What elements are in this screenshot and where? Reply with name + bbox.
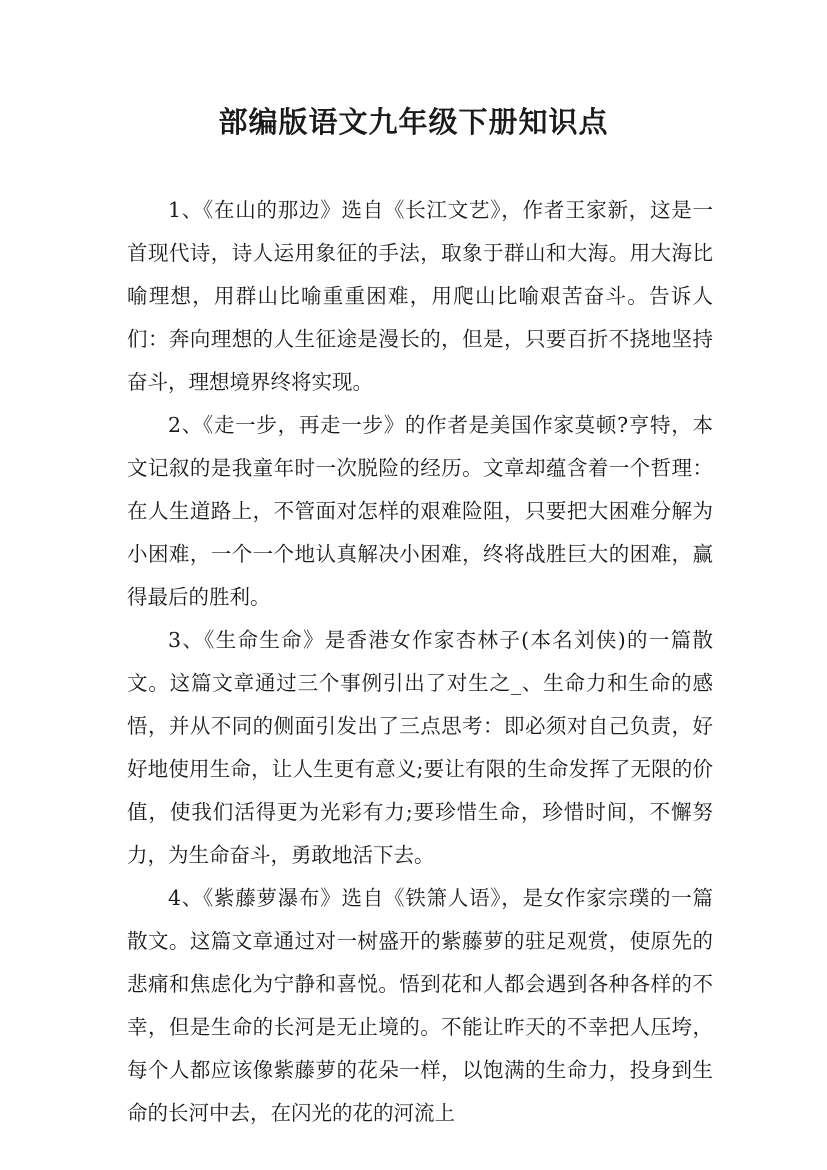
paragraph-2: 2、《走一步，再走一步》的作者是美国作家莫顿?亨特，本文记叙的是我童年时一次脱险的经历。文章却蕴含着一个哲理：在人生道路上，不管面对怎样的艰难险阻，只要把大困难分解为小困难，一个一个地认真解决小困难，终将战胜巨大的困难，赢得最后的胜利。 (127, 413, 713, 609)
paragraph-1: 1、《在山的那边》选自《长江文艺》，作者王家新，这是一首现代诗，诗人运用象征的手法，取象于群山和大海。用大海比喻理想，用群山比喻重重困难，用爬山比喻艰苦奋斗。告诉人们：奔向理想的人生征途是漫长的，但是，只要百折不挠地坚持奋斗，理想境界终将实现。 (127, 198, 713, 394)
paragraph-4: 4、《紫藤萝瀑布》选自《铁箫人语》，是女作家宗璞的一篇散文。这篇文章通过对一树盛开的紫藤萝的驻足观赏，使原先的悲痛和焦虑化为宁静和喜悦。悟到花和人都会遇到各种各样的不幸，但是生命的长河是无止境的。不能让昨天的不幸把人压垮，每个人都应该像紫藤萝的花朵一样，以饱满的生命力，投身到生命的长河中去，在闪光的花的河流上 (127, 886, 713, 1125)
paragraph-3: 3、《生命生命》是香港女作家杏林子(本名刘侠)的一篇散文。这篇文章通过三个事例引出了对生之_、生命力和生命的感悟，并从不同的侧面引发出了三点思考：即必须对自己负责，好好地使用生命，让人生更有意义;要让有限的生命发挥了无限的价值，使我们活得更为光彩有力;要珍惜生命，珍惜时间，不懈努力，为生命奋斗，勇敢地活下去。 (127, 628, 713, 867)
document-body (127, 189, 713, 1135)
document-title: 部编版语文九年级下册知识点 (218, 105, 609, 139)
